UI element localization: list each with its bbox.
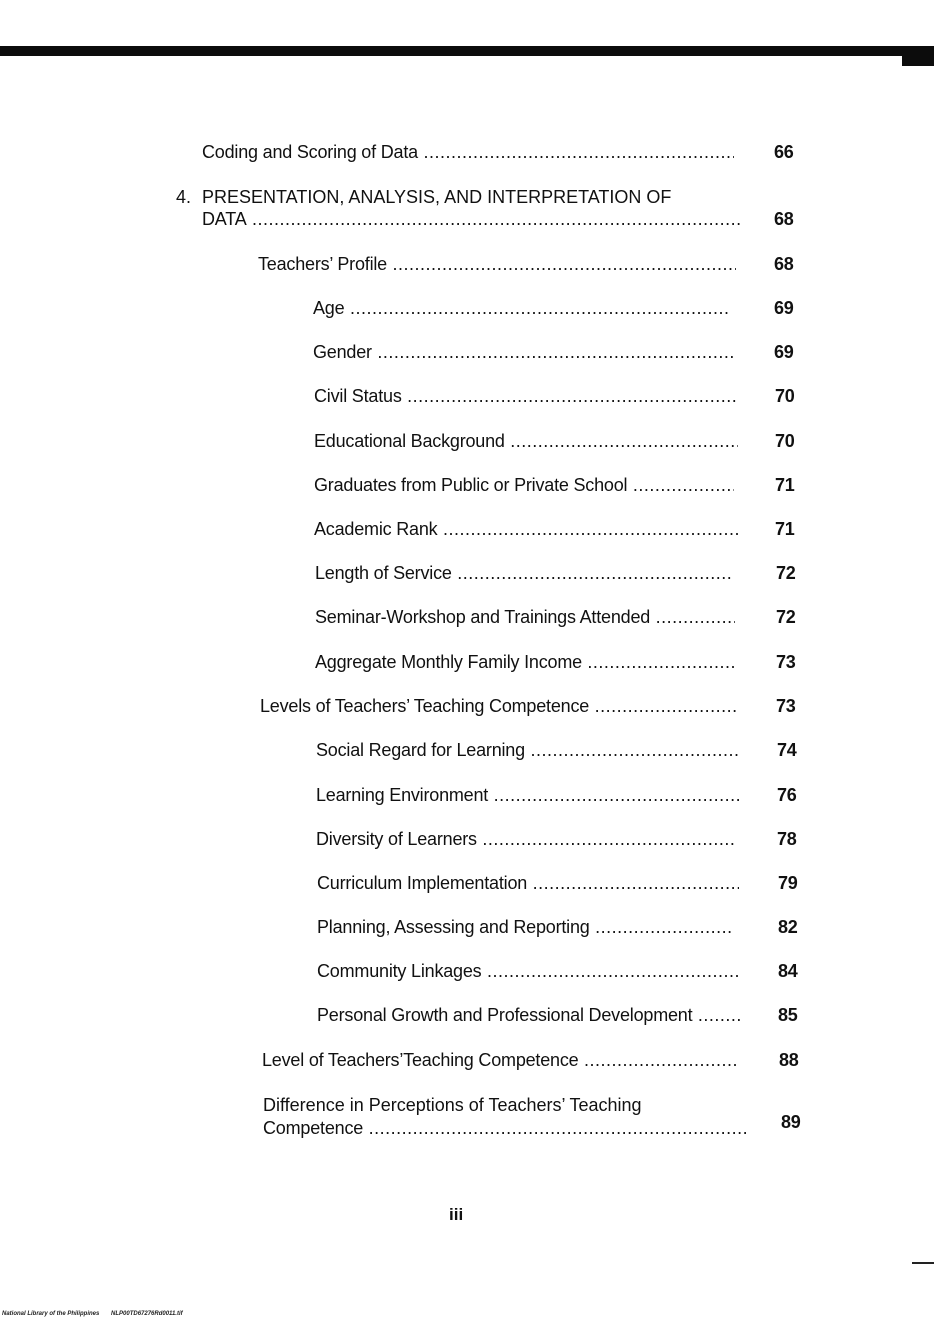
chapter-title-line1[interactable]: PRESENTATION, ANALYSIS, AND INTERPRETATION OF <box>202 187 672 207</box>
toc-entry-page: 69 <box>774 342 794 362</box>
toc-entry-title: Gender ..... <box>313 341 735 364</box>
toc-entry-page: 79 <box>778 873 798 893</box>
toc-entry-page: 73 <box>776 652 796 672</box>
toc-entry-page: 73 <box>776 696 796 716</box>
toc-entry-page: 66 <box>774 142 794 162</box>
toc-entry-title: Competence ..... <box>263 1117 747 1140</box>
toc-entry-title: Civil Status ..... <box>314 385 736 408</box>
toc-entry-page: 76 <box>777 785 797 805</box>
chapter-page: 68 <box>774 209 794 229</box>
scan-footer <box>2 1311 193 1317</box>
toc-entry-title: Aggregate Monthly Family Income ..... <box>315 651 735 674</box>
toc-entry-title: Learning Environment ..... <box>316 784 740 807</box>
scan-top-border <box>0 46 934 56</box>
toc-entry-title: Educational Background ..... <box>314 430 738 453</box>
toc-entry-title: Personal Growth and Professional Development ..... <box>317 1004 741 1027</box>
scan-edge-mark <box>912 1262 934 1264</box>
toc-entry-page: 71 <box>775 475 795 495</box>
toc-entry-title: Social Regard for Learning ..... <box>316 739 740 762</box>
toc-entry-page: 82 <box>778 917 798 937</box>
toc-entry-title: Planning, Assessing and Reporting ..... <box>317 916 733 939</box>
page-number: iii <box>449 1205 464 1224</box>
toc-entry-title: Coding and Scoring of Data ..... <box>202 141 734 164</box>
toc-entry-page: 70 <box>775 386 795 406</box>
chapter-number: 4. <box>176 187 192 207</box>
toc-entry-title: Age ..... <box>313 297 731 320</box>
toc-entry-page: 78 <box>777 829 797 849</box>
toc-entry-page: 72 <box>776 607 796 627</box>
scan-top-border-tab <box>902 54 934 66</box>
toc-entry-title: Teachers’ Profile ..... <box>258 253 736 276</box>
toc-entry-title: Levels of Teachers’ Teaching Competence ..... <box>260 695 736 718</box>
toc-entry-title: Diversity of Learners ..... <box>316 828 734 851</box>
toc-entry-title: Academic Rank ..... <box>314 518 740 541</box>
toc-entry-page: 71 <box>775 519 795 539</box>
toc-entry-title: Length of Service ..... <box>315 562 733 585</box>
chapter-title-line2: DATA ..... <box>202 208 740 231</box>
toc-entry-page: 68 <box>774 254 794 274</box>
toc-entry-title: Curriculum Implementation ..... <box>317 872 739 895</box>
toc-entry-page: 72 <box>776 563 796 583</box>
toc-entry-page: 89 <box>781 1112 801 1132</box>
toc-entry-page: 88 <box>779 1050 799 1070</box>
footer-library: National Library of the Philippines <box>2 1311 100 1317</box>
footer-file: NLP00TD67276Rd0011.tif <box>111 1311 183 1317</box>
toc-entry-page: 84 <box>778 961 798 981</box>
toc-entry-page: 69 <box>774 298 794 318</box>
toc-entry-page: 74 <box>777 740 797 760</box>
toc-entry-title: Community Linkages ..... <box>317 960 741 983</box>
toc-entry-page: 85 <box>778 1005 798 1025</box>
toc-entry-title: Seminar-Workshop and Trainings Attended ..... <box>315 606 735 629</box>
toc-entry-title: Level of Teachers’Teaching Competence ..... <box>262 1049 736 1072</box>
toc-entry-page: 70 <box>775 431 795 451</box>
toc-entry-title: Graduates from Public or Private School ..... <box>314 474 734 497</box>
toc-entry-difference-line1[interactable]: Difference in Perceptions of Teachers’ Teaching <box>263 1095 642 1115</box>
